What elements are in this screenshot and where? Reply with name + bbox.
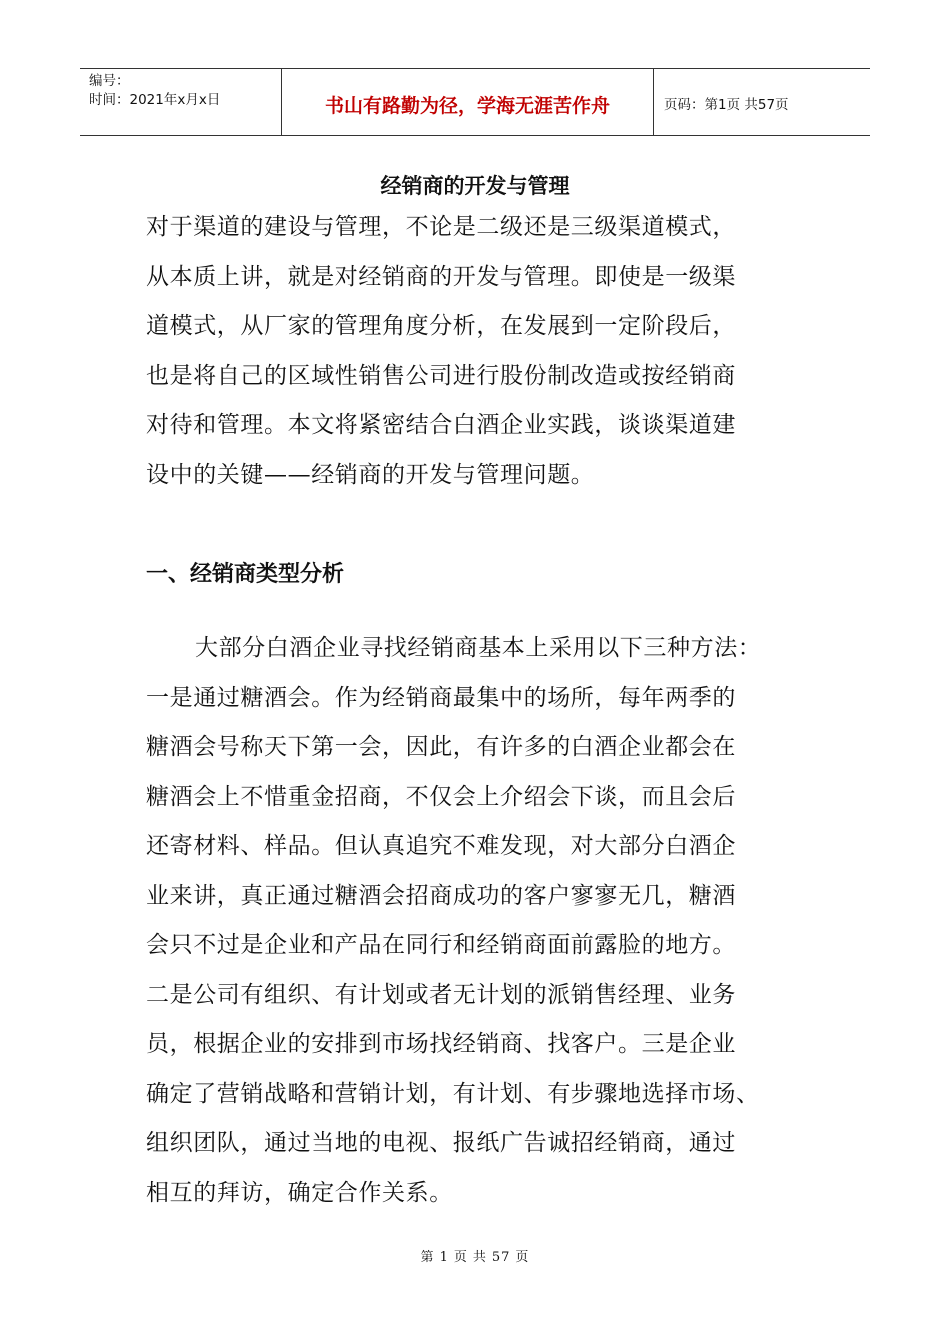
- text-line: 业来讲，真正通过糖酒会招商成功的客户寥寥无几，糖酒: [146, 882, 736, 909]
- footer-prefix: 第: [420, 1250, 435, 1265]
- text-line: 员，根据企业的安排到市场找经销商、找客户。三是企业: [146, 1031, 736, 1057]
- text-line: 道模式，从厂家的管理角度分析，在发展到一定阶段后，: [146, 313, 736, 339]
- intro-paragraph: [146, 203, 806, 500]
- text-line: 从本质上讲，就是对经销商的开发与管理。即使是一级渠: [146, 263, 736, 290]
- page-footer: [0, 1246, 950, 1265]
- header-meta-cell: [80, 69, 282, 135]
- document-header: [80, 68, 870, 136]
- text-line-first: [146, 624, 806, 674]
- text-line: 确定了营销战略和营销计划，有计划、有步骤地选择市场、: [146, 1080, 760, 1107]
- header-page-info: 页码：第1页 共57页: [664, 97, 789, 113]
- text-line: 大部分白酒企业寻找经销商基本上采用以下三种方法：: [195, 635, 762, 661]
- text-line: 对待和管理。本文将紧密结合白酒企业实践，谈谈渠道建: [146, 412, 736, 438]
- text-line: 糖酒会号称天下第一会，因此，有许多的白酒企业都会在: [146, 734, 736, 760]
- text-line: 相互的拜访，确定合作关系。: [146, 1179, 453, 1206]
- footer-page-number: 1: [439, 1250, 449, 1265]
- section-heading: 一、经销商类型分析: [146, 562, 345, 587]
- header-number-label: 编号：: [89, 73, 130, 89]
- footer-total-unit: 页: [515, 1250, 530, 1265]
- footer-page-unit: 页: [453, 1250, 468, 1265]
- text-line: 组织团队，通过当地的电视、报纸广告诚招经销商，通过: [146, 1130, 736, 1156]
- footer-total-pages: 57: [491, 1250, 511, 1265]
- text-line: 二是公司有组织、有计划或者无计划的派销售经理、业务: [146, 981, 736, 1008]
- text-line: 还寄材料、样品。但认真追究不难发现，对大部分白酒企: [146, 833, 736, 859]
- header-motto: 书山有路勤为径，学海无涯苦作舟: [282, 69, 654, 135]
- footer-total-prefix: 共: [472, 1250, 487, 1265]
- text-line: 设中的关键——经销商的开发与管理问题。: [146, 461, 595, 488]
- section-paragraph: [146, 624, 806, 1218]
- text-line: 对于渠道的建设与管理，不论是二级还是三级渠道模式，: [146, 214, 736, 240]
- text-line: 糖酒会上不惜重金招商，不仅会上介绍会下谈，而且会后: [146, 783, 736, 810]
- text-line: 也是将自己的区域性销售公司进行股份制改造或按经销商: [146, 362, 736, 389]
- text-line: 一是通过糖酒会。作为经销商最集中的场所，每年两季的: [146, 684, 736, 711]
- text-line: 会只不过是企业和产品在同行和经销商面前露脸的地方。: [146, 932, 736, 958]
- header-time-label: 时间：2021年x月x日: [89, 92, 221, 108]
- document-title: 经销商的开发与管理: [380, 174, 570, 198]
